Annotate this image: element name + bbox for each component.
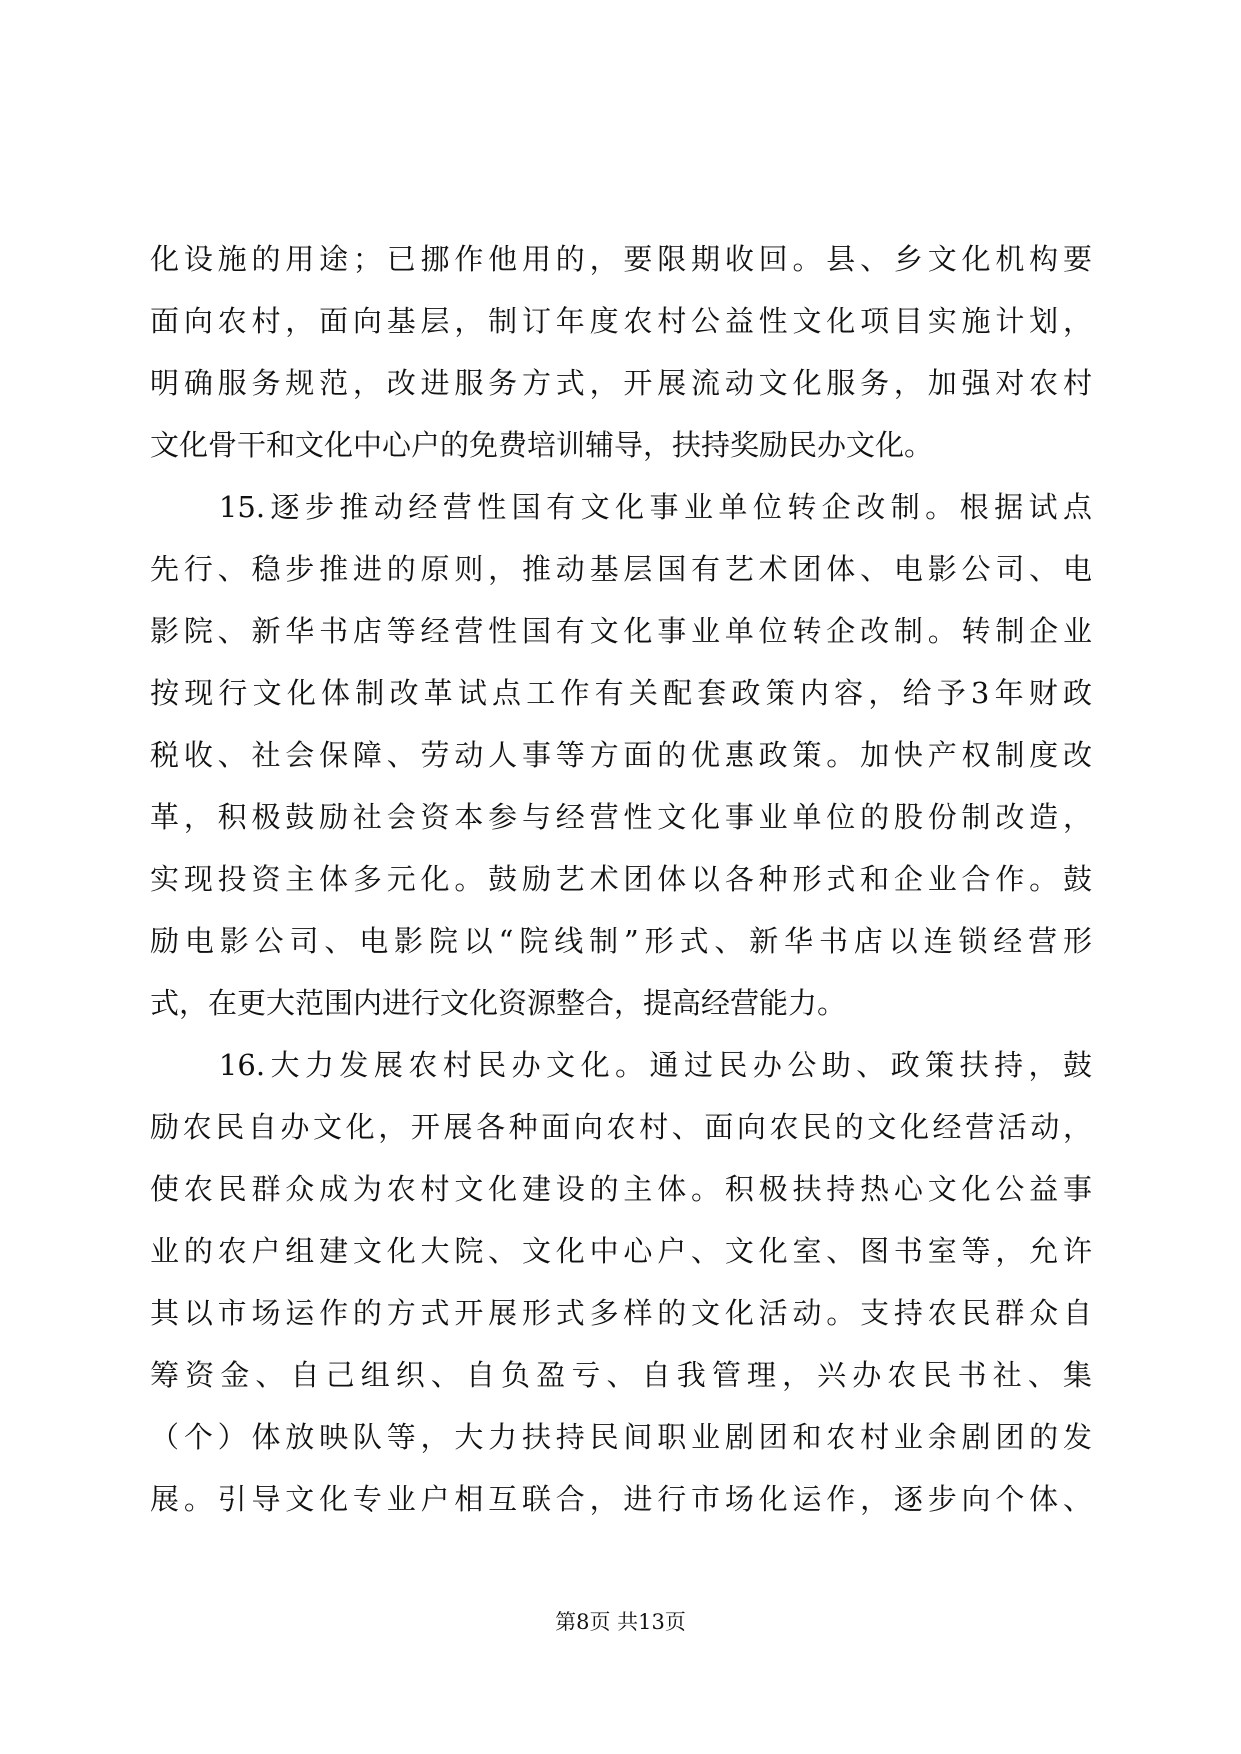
- body-text: [150, 228, 1092, 1530]
- text-line: 实现投资主体多元化。鼓励艺术团体以各种形式和企业合作。鼓: [150, 862, 1092, 896]
- text-line: 式，在更大范围内进行文化资源整合，提高经营能力。: [150, 986, 847, 1020]
- text-line: 税收、社会保障、劳动人事等方面的优惠政策。加快产权制度改: [150, 738, 1092, 772]
- text-line: 明确服务规范，改进服务方式，开展流动文化服务，加强对农村: [150, 366, 1092, 400]
- text-line: 使农民群众成为农村文化建设的主体。积极扶持热心文化公益事: [150, 1172, 1092, 1206]
- text-line: 业的农户组建文化大院、文化中心户、文化室、图书室等，允许: [150, 1234, 1092, 1268]
- text-line: 革，积极鼓励社会资本参与经营性文化事业单位的股份制改造，: [150, 800, 1092, 834]
- text-line: （个）体放映队等，大力扶持民间职业剧团和农村业余剧团的发: [150, 1420, 1092, 1454]
- text-line: 展。引导文化专业户相互联合，进行市场化运作，逐步向个体、: [150, 1482, 1092, 1516]
- text-line: 面向农村，面向基层，制订年度农村公益性文化项目实施计划，: [150, 304, 1092, 338]
- text-line: 15.逐步推动经营性国有文化事业单位转企改制。根据试点: [150, 490, 1092, 524]
- text-line: 16.大力发展农村民办文化。通过民办公助、政策扶持，鼓: [150, 1048, 1092, 1082]
- text-line: 先行、稳步推进的原则，推动基层国有艺术团体、电影公司、电: [150, 552, 1092, 586]
- text-line: 影院、新华书店等经营性国有文化事业单位转企改制。转制企业: [150, 614, 1092, 648]
- text-line: 其以市场运作的方式开展形式多样的文化活动。支持农民群众自: [150, 1296, 1092, 1330]
- text-line: 按现行文化体制改革试点工作有关配套政策内容，给予3年财政: [150, 676, 1092, 710]
- text-line: 励电影公司、电影院以“院线制”形式、新华书店以连锁经营形: [150, 924, 1092, 958]
- text-line: 励农民自办文化，开展各种面向农村、面向农民的文化经营活动，: [150, 1110, 1092, 1144]
- text-line: 筹资金、自己组织、自负盈亏、自我管理，兴办农民书社、集: [150, 1358, 1092, 1392]
- page-footer: 第8页 共13页: [555, 1610, 686, 1634]
- text-line: 化设施的用途；已挪作他用的，要限期收回。县、乡文化机构要: [150, 242, 1092, 276]
- text-line: 文化骨干和文化中心户的免费培训辅导，扶持奖励民办文化。: [150, 428, 934, 462]
